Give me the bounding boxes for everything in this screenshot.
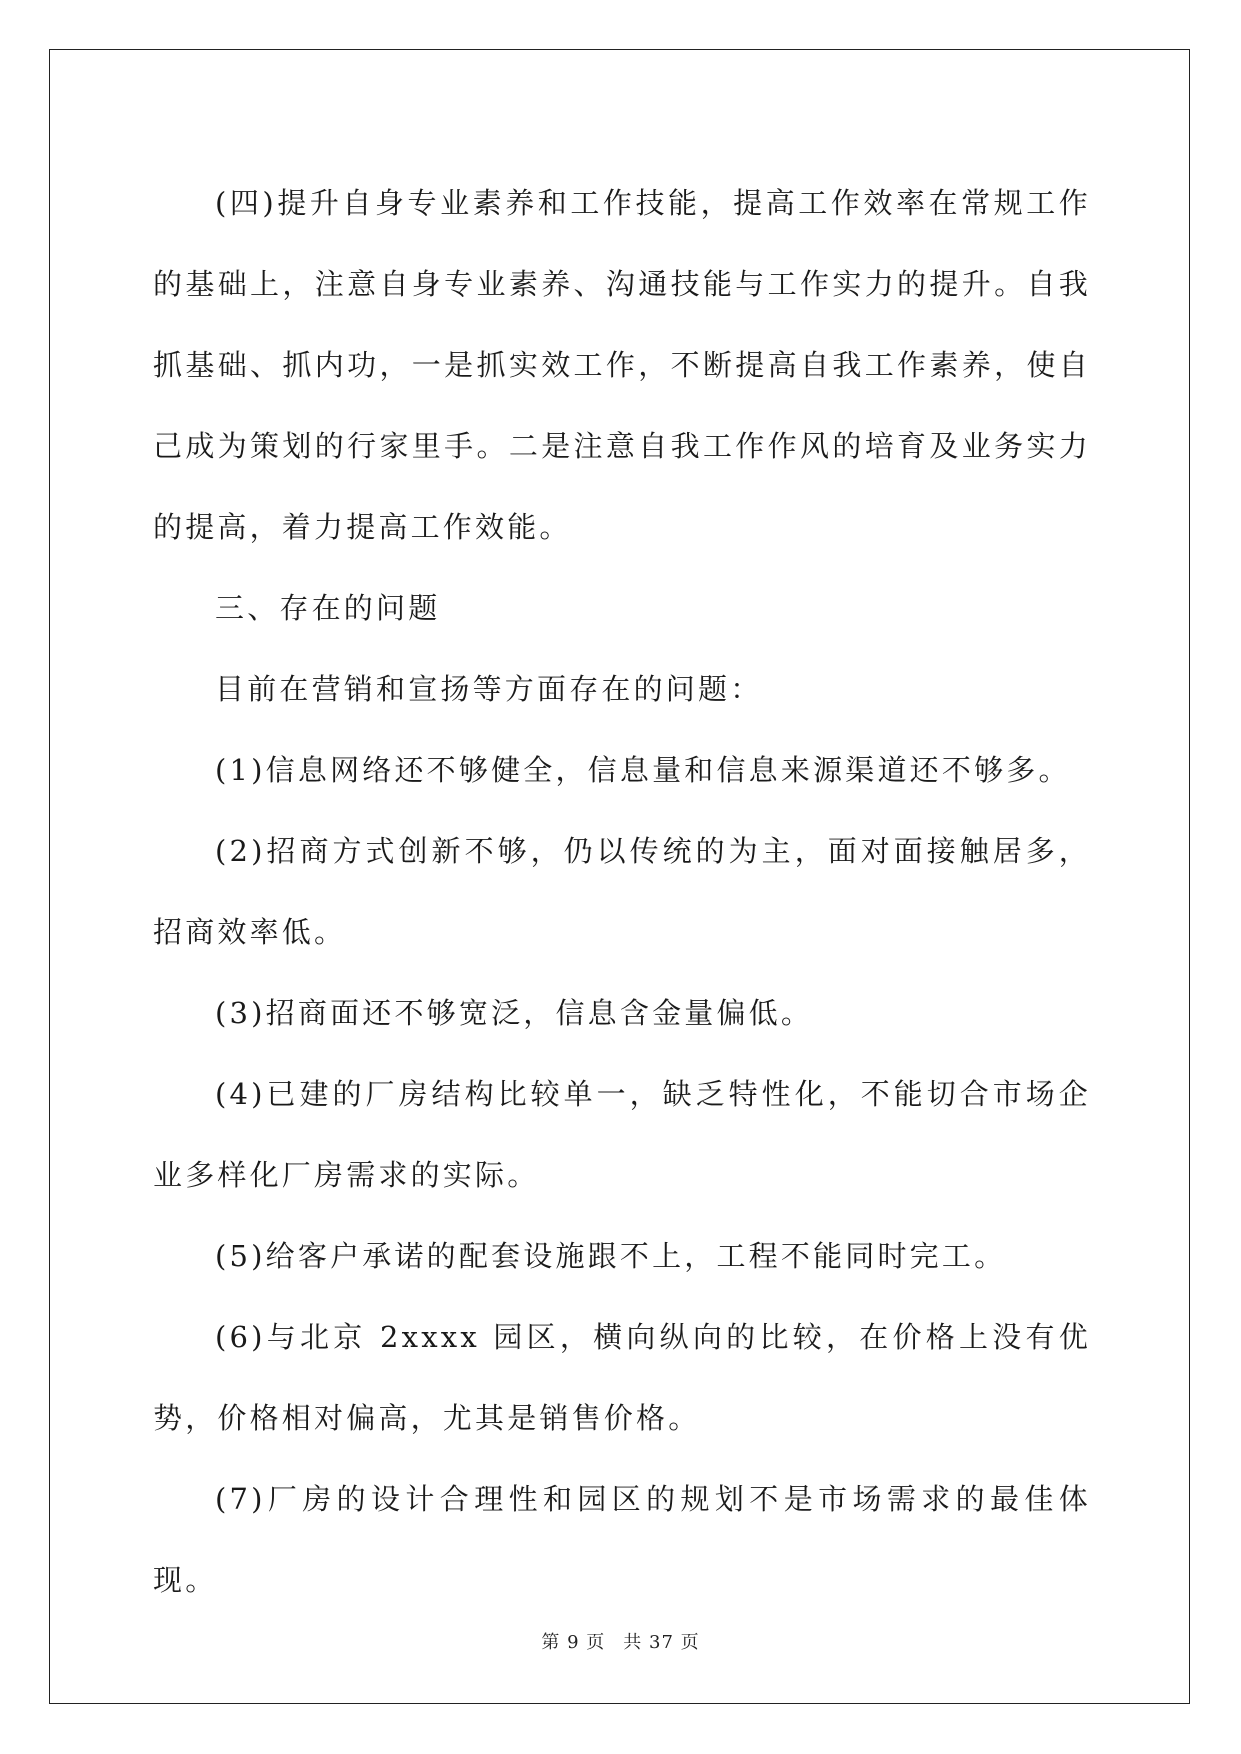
list-item-problem-3: (3)招商面还不够宽泛，信息含金量偏低。 <box>215 996 814 1030</box>
document-body <box>153 163 1091 1621</box>
list-item-problem-2: (2)招商方式创新不够，仍以传统的为主，面对面接触居多，招商效率低。 <box>153 834 1091 949</box>
paragraph-intro-problems: 目前在营销和宣扬等方面存在的问题： <box>215 672 763 706</box>
page-number: 第 9 页 <box>541 1632 606 1653</box>
total-pages: 共 37 页 <box>623 1632 700 1653</box>
section-heading-problems: 三、存在的问题 <box>215 591 441 625</box>
page-footer <box>0 1628 1241 1654</box>
list-item-problem-6: (6)与北京 2xxxx 园区，横向纵向的比较，在价格上没有优势，价格相对偏高，尤其是销售价格。 <box>153 1320 1091 1435</box>
list-item-problem-4: (4)已建的厂房结构比较单一，缺乏特性化，不能切合市场企业多样化厂房需求的实际。 <box>153 1077 1091 1192</box>
list-item-problem-7: (7)厂房的设计合理性和园区的规划不是市场需求的最佳体现。 <box>153 1482 1091 1597</box>
list-item-problem-1: (1)信息网络还不够健全，信息量和信息来源渠道还不够多。 <box>215 753 1071 787</box>
list-item-problem-5: (5)给客户承诺的配套设施跟不上，工程不能同时完工。 <box>215 1239 1007 1273</box>
paragraph-self-improvement: (四)提升自身专业素养和工作技能，提高工作效率在常规工作的基础上，注意自身专业素养、沟通技能与工作实力的提升。自我抓基础、抓内功，一是抓实效工作，不断提高自我工作素养，使自己成为策划的行家里手。二是注意自我工作作风的培育及业务实力的提高，着力提高工作效能。 <box>153 186 1091 544</box>
